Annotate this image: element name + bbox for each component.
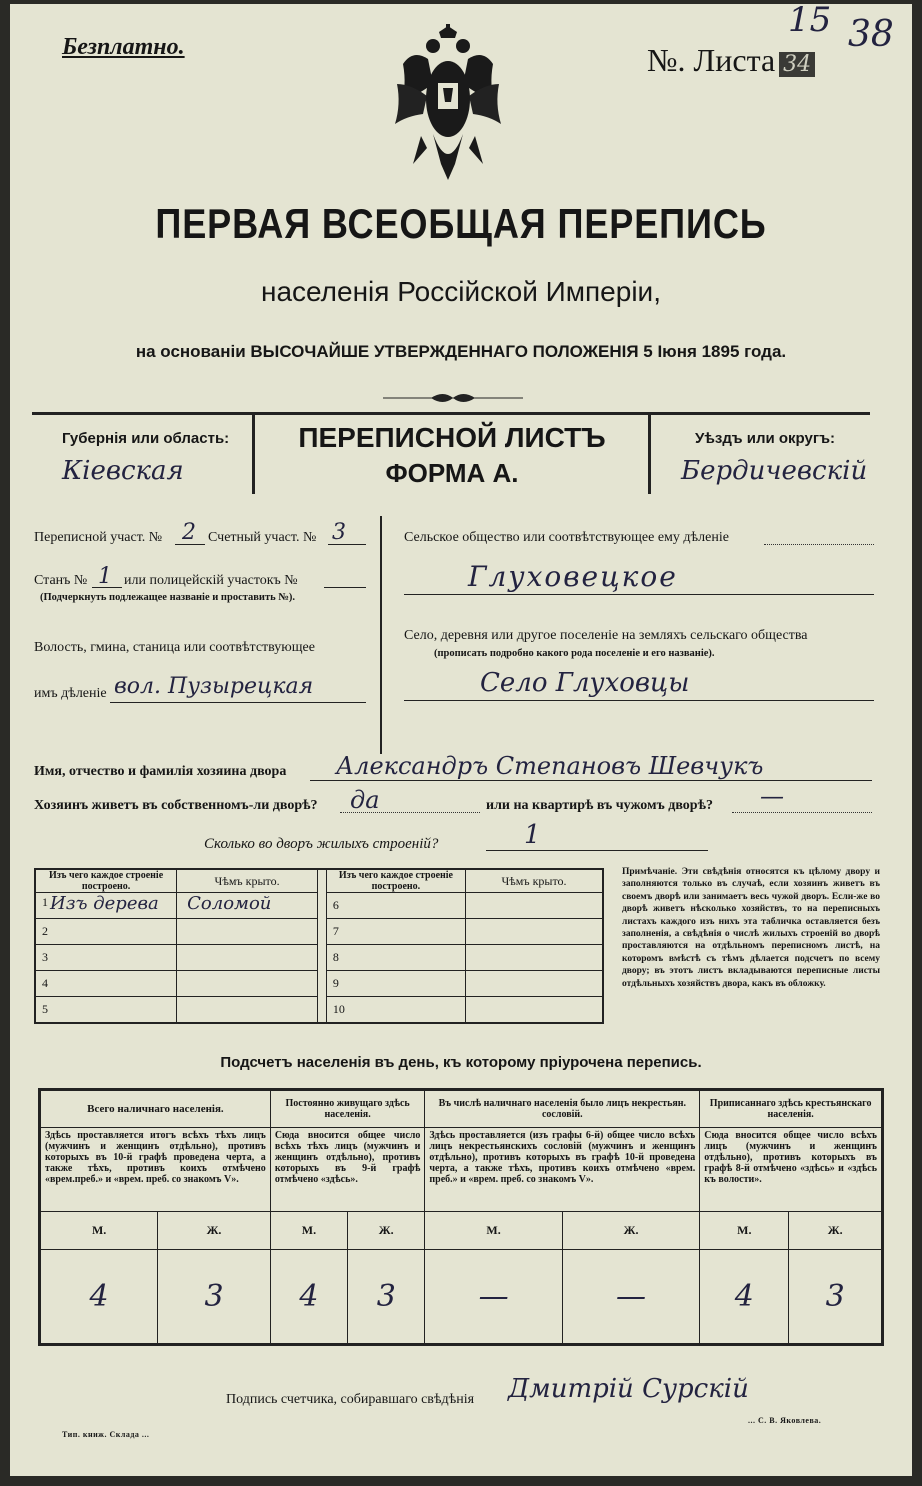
- corner-number-right: 38: [848, 14, 894, 55]
- col2-desc: Сюда вносится общее число всѣхъ тѣхъ лицъ (мужчинъ и женщинъ отдѣльно), противъ которыхъ въ 9-й графѣ отмѣчено «здѣсь».: [270, 1128, 425, 1212]
- owner-lives-value: да: [350, 786, 380, 814]
- m-label: М.: [425, 1212, 562, 1250]
- sheet-number: 34: [779, 52, 815, 77]
- zh-label: Ж.: [348, 1212, 425, 1250]
- note-text: Эти свѣдѣнія относятся къ цѣлому двору и заполняются только въ случаѣ, если хозяинъ живетъ въ своемъ дворѣ или занимаетъ весь чужой дворъ. Если-же во дворѣ живетъ нѣсколько хозяйствъ, то на переписныхъ листахъ каждого изъ нихъ эта табличка оставляется безъ заполненія, а свѣдѣнія о числѣ жилыхъ строеній во дворѣ проставляются на отдѣльномъ переписномъ листѣ, на которомъ вмѣстѣ съ тѣмъ дѣлается подсчетъ по всему двору; въ этотъ листъ вкладываются переписные листы отдѣльныхъ хозяйствъ двора, какъ въ обложку.: [622, 867, 880, 989]
- print-right: ... С. В. Яковлева.: [748, 1416, 822, 1425]
- col1-zh-value: 3: [158, 1250, 271, 1345]
- m-label: М.: [700, 1212, 789, 1250]
- note-block: [622, 866, 880, 990]
- buildings-label: Сколько во дворъ жилыхъ строеній?: [204, 836, 439, 852]
- sheet-label: №. Листа 34: [647, 42, 815, 79]
- stan-value: 1: [98, 564, 112, 589]
- col2-zh-value: 3: [348, 1250, 425, 1345]
- ornament-divider: [383, 390, 523, 406]
- row1-roof: Соломой: [187, 893, 272, 914]
- col4-head: Приписаннаго здѣсь крестьянскаго населенія.: [700, 1090, 883, 1128]
- col3-zh-value: —: [562, 1250, 699, 1345]
- gubernia-label: Губернія или область:: [62, 430, 230, 447]
- police-label: или полицейскій участокъ №: [124, 573, 298, 588]
- schetny-label: Счетный участ. №: [208, 530, 317, 545]
- col-built-header: Изъ чего каждое строеніе построено.: [35, 869, 177, 893]
- census-sheet: [10, 4, 912, 1476]
- corner-number-top: 15: [788, 4, 832, 40]
- obshchestvo-value: Глуховецкое: [468, 560, 678, 593]
- selo-value: Село Глуховцы: [480, 668, 690, 698]
- col3-head: Въ числѣ наличнаго населенія было лицъ некрестьян. сословій.: [425, 1090, 700, 1128]
- col4-zh-value: 3: [789, 1250, 883, 1345]
- col4-m-value: 4: [700, 1250, 789, 1345]
- volost-value: вол. Пузырецкая: [114, 674, 314, 699]
- table-row: 3 8: [35, 944, 603, 970]
- buildings-value: 1: [524, 820, 541, 850]
- uezd-label: Уѣздъ или округъ:: [695, 430, 836, 447]
- selo-label: Село, деревня или другое поселеніе на земляхъ сельскаго общества: [404, 628, 808, 643]
- note-title: Примѣчаніе.: [622, 867, 678, 877]
- signature-value: Дмитрій Сурскій: [508, 1374, 749, 1404]
- volost-label-1: Волость, гмина, станица или соотвѣтствующее: [34, 640, 315, 655]
- perepisnoi-label: Переписной участ. №: [34, 530, 163, 545]
- form-title: ПЕРЕПИСНОЙ ЛИСТЪ: [298, 422, 606, 453]
- selo-note: (прописать подробно какого рода поселеніе и его названіе).: [434, 648, 715, 659]
- table-row: 2 7: [35, 918, 603, 944]
- table-row: 5 10: [35, 996, 603, 1023]
- stan-label: Станъ №: [34, 573, 88, 588]
- col3-desc: Здѣсь проставляется (изъ графы 6-й) общее число всѣхъ лицъ некрестьянскихъ сословій (мужчинъ и женщинъ отдѣльно), противъ которыхъ въ графѣ 10-й проведена черта, а также тѣхъ, противъ коихъ отмѣчено «врем. преб.» и «врем. преб. со знакомъ V».: [425, 1128, 700, 1212]
- count-table: [38, 1088, 884, 1346]
- free-label: Безплатно.: [62, 34, 185, 60]
- print-left: Тип. книж. Склада ...: [62, 1430, 150, 1439]
- col1-desc: Здѣсь проставляется итогъ всѣхъ тѣхъ лицъ (мужчинъ и женщинъ отдѣльно), противъ которыхъ въ 10-й графѣ проведена черта, а также тѣхъ, противъ коихъ отмѣчено «врем.преб.» и «врем. преб. со знакомъ V».: [40, 1128, 271, 1212]
- obshchestvo-label: Сельское общество или соотвѣтствующее ему дѣленіе: [404, 530, 729, 545]
- col1-m-value: 4: [40, 1250, 158, 1345]
- volost-label-2: имъ дѣленіе: [34, 686, 107, 701]
- col3-m-value: —: [425, 1250, 562, 1345]
- col-roof-header: Чѣмъ крыто.: [177, 869, 318, 893]
- imperial-eagle-emblem: [393, 24, 503, 184]
- gubernia-value: Кіевская: [62, 456, 184, 486]
- table-row: 4 9: [35, 970, 603, 996]
- count-title: Подсчетъ населенія въ день, къ которому пріурочена перепись.: [220, 1054, 702, 1071]
- owner-name-value: Александръ Степановъ Шевчукъ: [336, 752, 764, 780]
- uezd-cell: [648, 414, 873, 494]
- signature-label: Подпись счетчика, собиравшаго свѣдѣнія: [226, 1392, 475, 1407]
- gubernia-cell: [32, 414, 255, 494]
- schetny-value: 3: [332, 520, 346, 545]
- owner-rent-value: —: [760, 782, 784, 810]
- m-label: М.: [270, 1212, 347, 1250]
- form-subtitle: ФОРМА А.: [385, 458, 519, 488]
- perepisnoi-value: 2: [182, 520, 196, 545]
- col4-desc: Сюда вносится общее число всѣхъ лицъ (мужчинъ и женщинъ отдѣльно), противъ которыхъ въ графѣ 8-й отмѣчено «здѣсь» и «здѣсь къ волости».: [700, 1128, 883, 1212]
- col-built-header-2: Изъ чего каждое строеніе построено.: [326, 869, 465, 893]
- basis-line: на основаніи ВЫСОЧАЙШЕ УТВЕРЖДЕННАГО ПОЛОЖЕНІЯ 5 Іюня 1895 года.: [135, 342, 787, 361]
- section-divider: [380, 516, 382, 754]
- underline-note: (Подчеркнуть подлежащее названіе и проставить №).: [40, 592, 295, 603]
- main-title: ПЕРВАЯ ВСЕОБЩАЯ ПЕРЕПИСЬ: [155, 200, 767, 247]
- col2-head: Постоянно живущаго здѣсь населенія.: [270, 1090, 425, 1128]
- zh-label: Ж.: [562, 1212, 699, 1250]
- col-roof-header-2: Чѣмъ крыто.: [466, 869, 603, 893]
- owner-name-label: Имя, отчество и фамилія хозяина двора: [34, 764, 287, 779]
- subtitle: населенія Россійской Имперіи,: [261, 276, 661, 307]
- col2-m-value: 4: [270, 1250, 347, 1345]
- buildings-table: [34, 868, 604, 1024]
- row1-built: Изъ дерева: [50, 893, 159, 914]
- zh-label: Ж.: [789, 1212, 883, 1250]
- owner-rent-label: или на квартирѣ въ чужомъ дворѣ?: [486, 798, 713, 813]
- table-row: 1 Изъ дерева Соломой 6: [35, 893, 603, 919]
- col1-head: Всего наличнаго населенія.: [40, 1090, 271, 1128]
- owner-lives-label: Хозяинъ живетъ въ собственномъ-ли дворѣ?: [34, 798, 318, 813]
- zh-label: Ж.: [158, 1212, 271, 1250]
- m-label: М.: [40, 1212, 158, 1250]
- uezd-value: Бердичевскій: [681, 456, 868, 486]
